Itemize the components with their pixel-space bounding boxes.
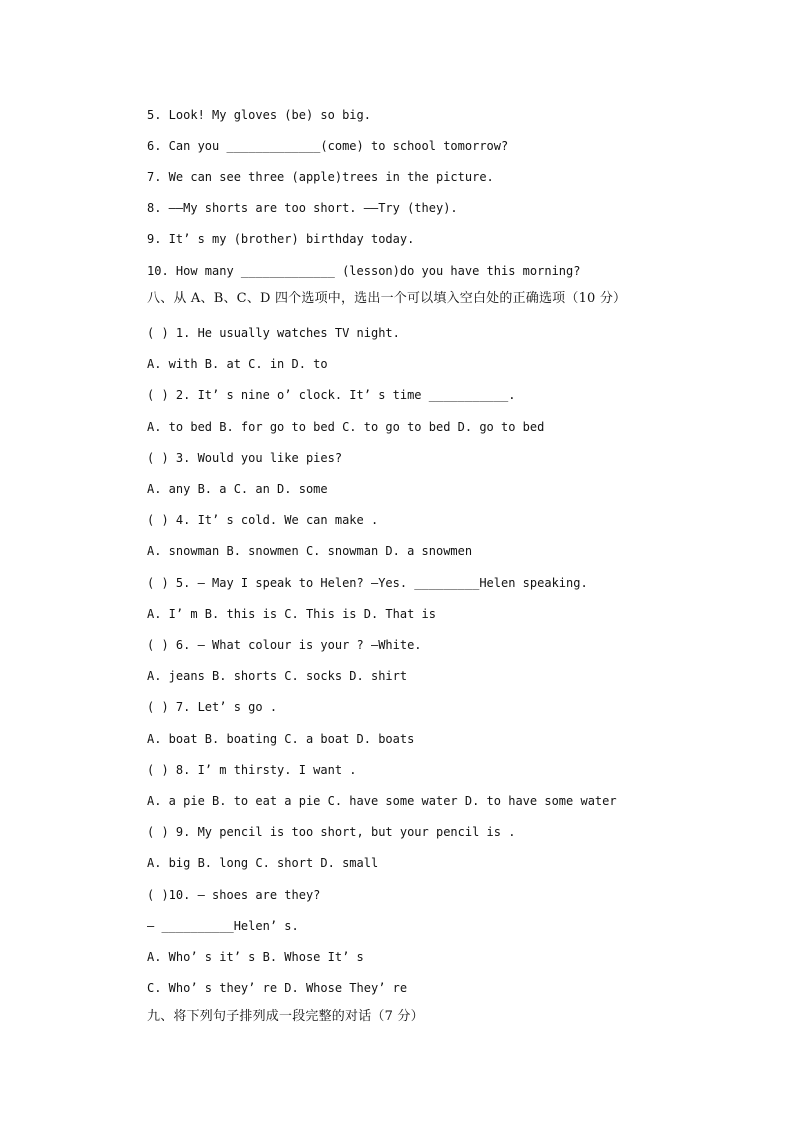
question-7: 7. We can see three (apple)trees in the picture. [147, 170, 494, 184]
mc-options-4: A. snowman B. snowmen C. snowman D. a snowmen [147, 544, 473, 558]
mc-question-6: ( ) 6. – What colour is your ? —White. [147, 638, 422, 652]
mc-options-9: A. big B. long C. short D. small [147, 856, 379, 870]
mc-options-6: A. jeans B. shorts C. socks D. shirt [147, 669, 408, 683]
mc-options-3: A. any B. a C. an D. some [147, 482, 328, 496]
mc-options-8: A. a pie B. to eat a pie C. have some water D. to have some water [147, 794, 617, 808]
mc-question-7: ( ) 7. Let’ s go . [147, 700, 278, 714]
mc-options-5: A. I’ m B. this is C. This is D. That is [147, 607, 436, 621]
mc-question-1: ( ) 1. He usually watches TV night. [147, 326, 400, 340]
question-9: 9. It’ s my (brother) birthday today. [147, 232, 415, 246]
mc-options-7: A. boat B. boating C. a boat D. boats [147, 732, 415, 746]
mc-options-1: A. with B. at C. in D. to [147, 357, 328, 371]
mc-question-3: ( ) 3. Would you like pies? [147, 451, 343, 465]
section-9-heading: 九、将下列句子排列成一段完整的对话（7 分） [147, 1009, 424, 1024]
question-10: 10. How many _____________ (lesson)do you have this morning? [147, 264, 581, 278]
mc-question-2: ( ) 2. It’ s nine o’ clock. It’ s time ___________. [147, 388, 516, 402]
question-5: 5. Look! My gloves (be) so big. [147, 108, 371, 122]
mc-question-10: ( )10. – shoes are they? [147, 888, 321, 902]
mc-question-8: ( ) 8. I’ m thirsty. I want . [147, 763, 357, 777]
mc-question-5: ( ) 5. – May I speak to Helen? –Yes. _________Helen speaking. [147, 576, 588, 590]
section-8-heading: 八、从 A、B、C、D 四个选项中，选出一个可以填入空白处的正确选项（10 分） [147, 291, 627, 306]
mc-question-9: ( ) 9. My pencil is too short, but your pencil is . [147, 825, 516, 839]
mc-question-4: ( ) 4. It’ s cold. We can make . [147, 513, 379, 527]
question-8: 8. ——My shorts are too short. ——Try (they). [147, 201, 458, 215]
mc-options-10-cd: C. Who’ s they’ re D. Whose They’ re [147, 981, 408, 995]
mc-question-10-answer-line: – __________Helen’ s. [147, 919, 299, 933]
question-6: 6. Can you _____________(come) to school tomorrow? [147, 139, 509, 153]
mc-options-2: A. to bed B. for go to bed C. to go to bed D. go to bed [147, 420, 545, 434]
mc-options-10-ab: A. Who’ s it’ s B. Whose It’ s [147, 950, 364, 964]
